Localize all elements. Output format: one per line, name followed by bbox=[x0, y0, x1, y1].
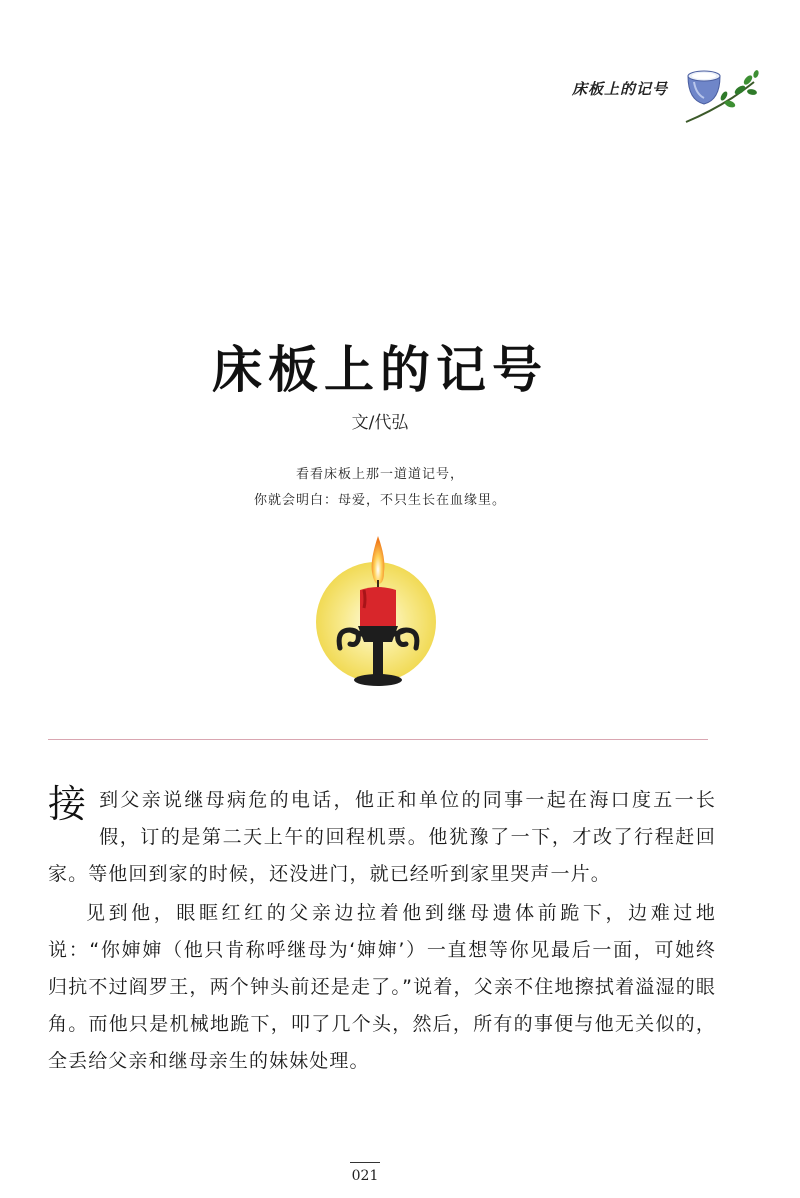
candle-illustration bbox=[300, 530, 450, 700]
drop-cap: 接 bbox=[48, 782, 88, 826]
paragraph-text: 到父亲说继母病危的电话，他正和单位的同事一起在海口度五一长假，订的是第二天上午的回程机票。他犹豫了一下，才改了行程赶回家。等他回到家的时候，还没进门，就已经听到家里哭声一片。 bbox=[48, 789, 716, 885]
leaf bbox=[747, 88, 758, 95]
page-number-rule bbox=[350, 1162, 380, 1163]
cup-milk bbox=[692, 73, 716, 79]
epigraph-line: 你就会明白：母爱，不只生长在血缘里。 bbox=[253, 493, 506, 508]
paragraph bbox=[48, 782, 716, 893]
candle-drip bbox=[364, 590, 365, 608]
leaf bbox=[724, 99, 736, 108]
candle-holder-cup bbox=[358, 626, 398, 642]
leaf bbox=[752, 69, 759, 78]
article-body bbox=[48, 782, 716, 1082]
article-title: 床板上的记号 bbox=[212, 340, 548, 399]
page-number: 021 bbox=[351, 1168, 379, 1184]
epigraph-line: 看看床板上那一道道记号， bbox=[295, 467, 464, 482]
teacup-with-branch-icon bbox=[680, 60, 760, 130]
article-author: 文/代弘 bbox=[351, 413, 409, 433]
epigraph bbox=[0, 462, 760, 514]
candle-holder-stem bbox=[373, 642, 383, 676]
candle-holder-base bbox=[354, 674, 402, 686]
candle-flame bbox=[372, 536, 385, 584]
running-header-title: 床板上的记号 bbox=[572, 80, 669, 98]
paragraph: 见到他，眼眶红红的父亲边拉着他到继母遗体前跪下，边难过地说：“你婶婶（他只肯称呼继母为‘婶婶’）一直想等你见最后一面，可她终归抗不过阎罗王，两个钟头前还是走了。”说着，父亲不住地擦拭着溢湿的眼角。而他只是机械地跪下，叩了几个头，然后，所有的事便与他无关似的，全丢给父亲和继母亲生的妹妹处理。 bbox=[48, 902, 716, 1072]
section-divider bbox=[48, 739, 708, 740]
candle-wick bbox=[377, 580, 379, 588]
